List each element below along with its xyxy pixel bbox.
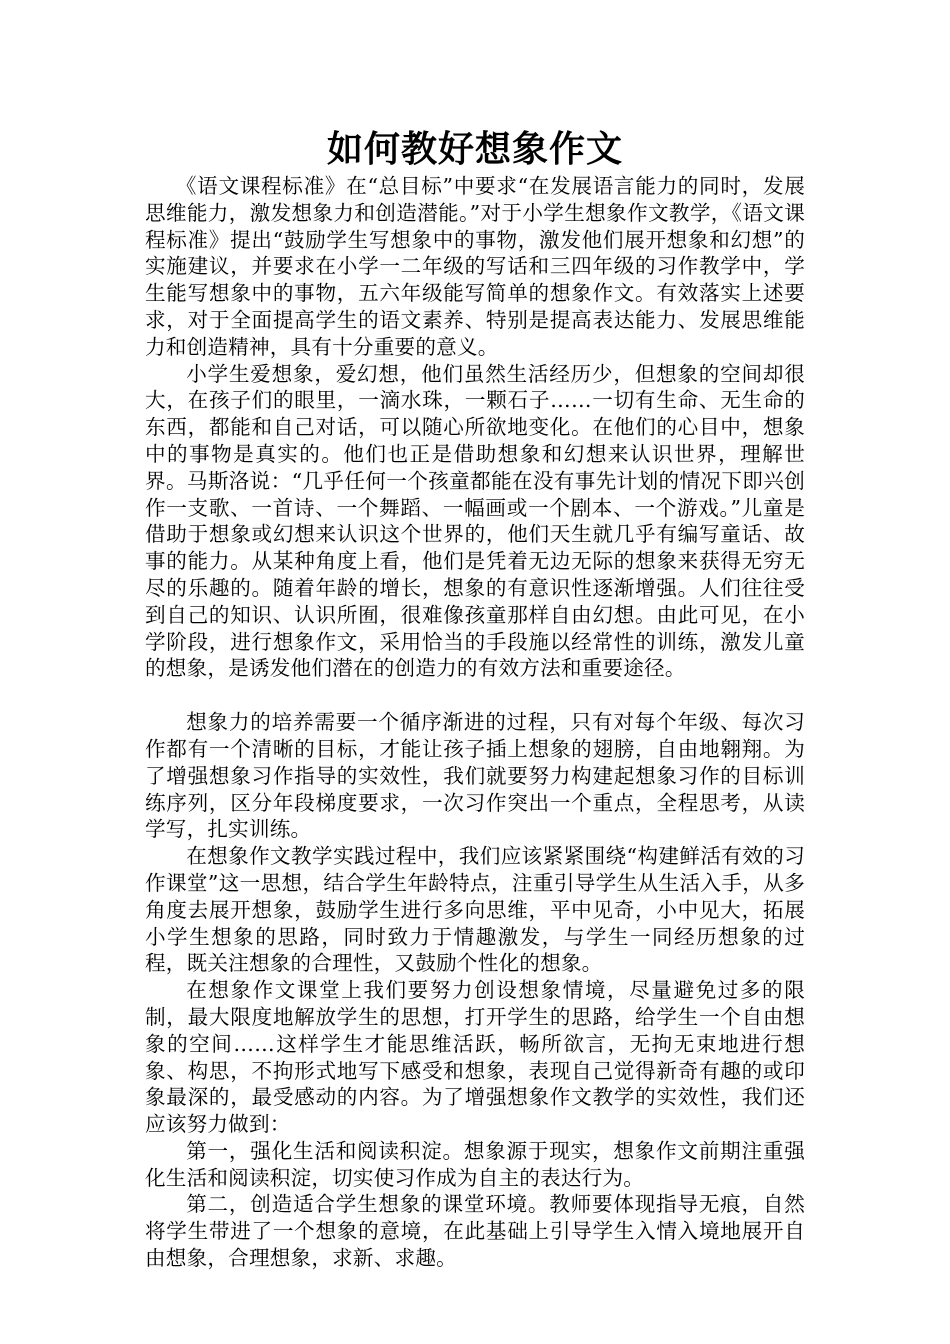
- document-body: [145, 173, 805, 1272]
- paragraph-children-imagination: 小学生爱想象，爱幻想，他们虽然生活经历少，但想象的空间却很大，在孩子们的眼里，一滴水珠，一颗石子……一切有生命、无生命的东西，都能和自己对话，可以随心所欲地变化。在他们的心目中，想象中的事物是真实的。他们也正是借助想象和幻想来认识世界，理解世界。马斯洛说：“几乎任何一个孩童都能在没有事先计划的情况下即兴创作一支歌、一首诗、一个舞蹈、一幅画或一个剧本、一个游戏。”儿童是借助于想象或幻想来认识这个世界的，他们天生就几乎有编写童话、故事的能力。从某种角度上看，他们是凭着无边无际的想象来获得无穷无尽的乐趣的。随着年龄的增长，想象的有意识性逐渐增强。人们往往受到自己的知识、认识所囿，很难像孩童那样自由幻想。由此可见，在小学阶段，进行想象作文，采用恰当的手段施以经常性的训练，激发儿童的想象，是诱发他们潜在的创造力的有效方法和重要途径。: [145, 361, 805, 681]
- paragraph-spacer: [145, 682, 805, 709]
- paragraph-imagination-training: 想象力的培养需要一个循序渐进的过程，只有对每个年级、每次习作都有一个清晰的目标，才能让孩子插上想象的翅膀，自由地翱翔。为了增强想象习作指导的实效性，我们就要努力构建起想象习作的目标训练序列，区分年段梯度要求，一次习作突出一个重点，全程思考，从读学写，扎实训练。: [145, 710, 805, 842]
- document-title: 如何教好想象作文: [326, 128, 623, 170]
- paragraph-curriculum-standard: 《语文课程标准》在“总目标”中要求“在发展语言能力的同时，发展思维能力，激发想象力和创造潜能。”对于小学生想象作文教学，《语文课程标准》提出“鼓励学生写想象中的事物，激发他们展开想象和幻想”的实施建议，并要求在小学一二年级的写话和三四年级的习作教学中，学生能写想象中的事物，五六年级能写简单的想象作文。有效落实上述要求，对于全面提高学生的语文素养、特别是提高表达能力、发展思维能力和创造精神，具有十分重要的意义。: [145, 174, 805, 359]
- paragraph-point-one: 第一，强化生活和阅读积淀。想象源于现实，想象作文前期注重强化生活和阅读积淀，切实使习作成为自主的表达行为。: [145, 1138, 805, 1190]
- paragraph-teaching-practice: 在想象作文教学实践过程中，我们应该紧紧围绕“构建鲜活有效的习作课堂”这一思想，结合学生年龄特点，注重引导学生从生活入手，从多角度去展开想象，鼓励学生进行多向思维，平中见奇，小中见大，拓展小学生想象的思路，同时致力于情趣激发，与学生一同经历想象的过程，既关注想象的合理性，又鼓励个性化的想象。: [145, 844, 805, 976]
- paragraph-classroom-context: 在想象作文课堂上我们要努力创设想象情境，尽量避免过多的限制，最大限度地解放学生的思想，打开学生的思路，给学生一个自由想象的空间……这样学生才能思维活跃，畅所欲言，无拘无束地进行想象、构思，不拘形式地写下感受和想象，表现自己觉得新奇有趣的或印象最深的，最受感动的内容。为了增强想象作文教学的实效性，我们还应该努力做到：: [145, 978, 805, 1137]
- paragraph-point-two: 第二，创造适合学生想象的课堂环境。教师要体现指导无痕，自然将学生带进了一个想象的意境，在此基础上引导学生入情入境地展开自由想象，合理想象，求新、求趣。: [145, 1192, 805, 1271]
